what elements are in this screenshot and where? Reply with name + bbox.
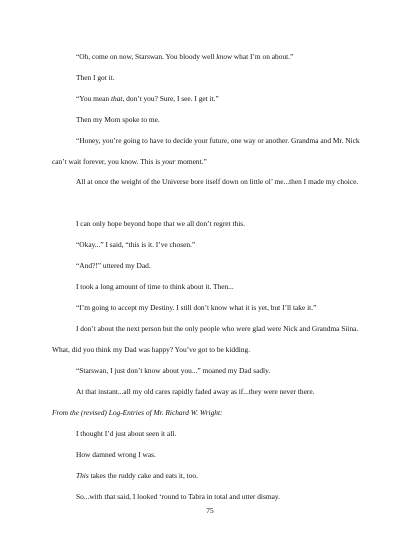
paragraph: How damned wrong I was. [76,450,156,459]
paragraph: I can only hope beyond hope that we all don’t regret this. [76,219,245,228]
paragraph: “I’m going to accept my Destiny. I still don’t know what it is yet, but I’ll take it.” [76,303,317,312]
paragraph: I thought I’d just about seen it all. [76,429,177,438]
paragraph: “Starswan, I just don’t know about you...” moaned my Dad sadly. [76,366,271,375]
paragraph: “Honey, you’re going to have to decide your future, one way or another. Grandma and Mr. Nick can’t wait forever, you know. This is your moment.” [52,136,360,166]
paragraph: So...with that said, I looked ‘round to Tabra in total and utter dismay. [76,492,280,501]
paragraph: At that instant...all my old cares rapidly faded away as if...they were never there. [76,387,315,396]
paragraph: I don’t about the next person but the only people who were glad were Nick and Grandma Siina. What, did you think my Dad was happy? You’ve got to be kidding. [52,324,359,354]
paragraph: “And?!” uttered my Dad. [76,261,151,270]
log-entry-heading: From the (revised) Log-Entries of Mr. Richard W. Wright: [52,408,223,417]
paragraph: “Okay...” I said, “this is it. I’ve chosen.” [76,240,196,249]
paragraph: “You mean that, don’t you? Sure, I see. I get it.” [76,94,219,103]
paragraph: “Oh, come on now, Starswan. You bloody well know what I’m on about.” [76,52,294,61]
paragraph: Then my Mom spoke to me. [76,115,160,124]
paragraph: All at once the weight of the Universe bore itself down on little ol’ me...then I made my choice. [76,177,359,186]
paragraph: Then I got it. [76,73,115,82]
paragraph: This takes the ruddy cake and eats it, too. [76,471,198,480]
page-number: 75 [206,506,214,515]
paragraph: I took a long amount of time to think about it. Then... [76,282,234,291]
